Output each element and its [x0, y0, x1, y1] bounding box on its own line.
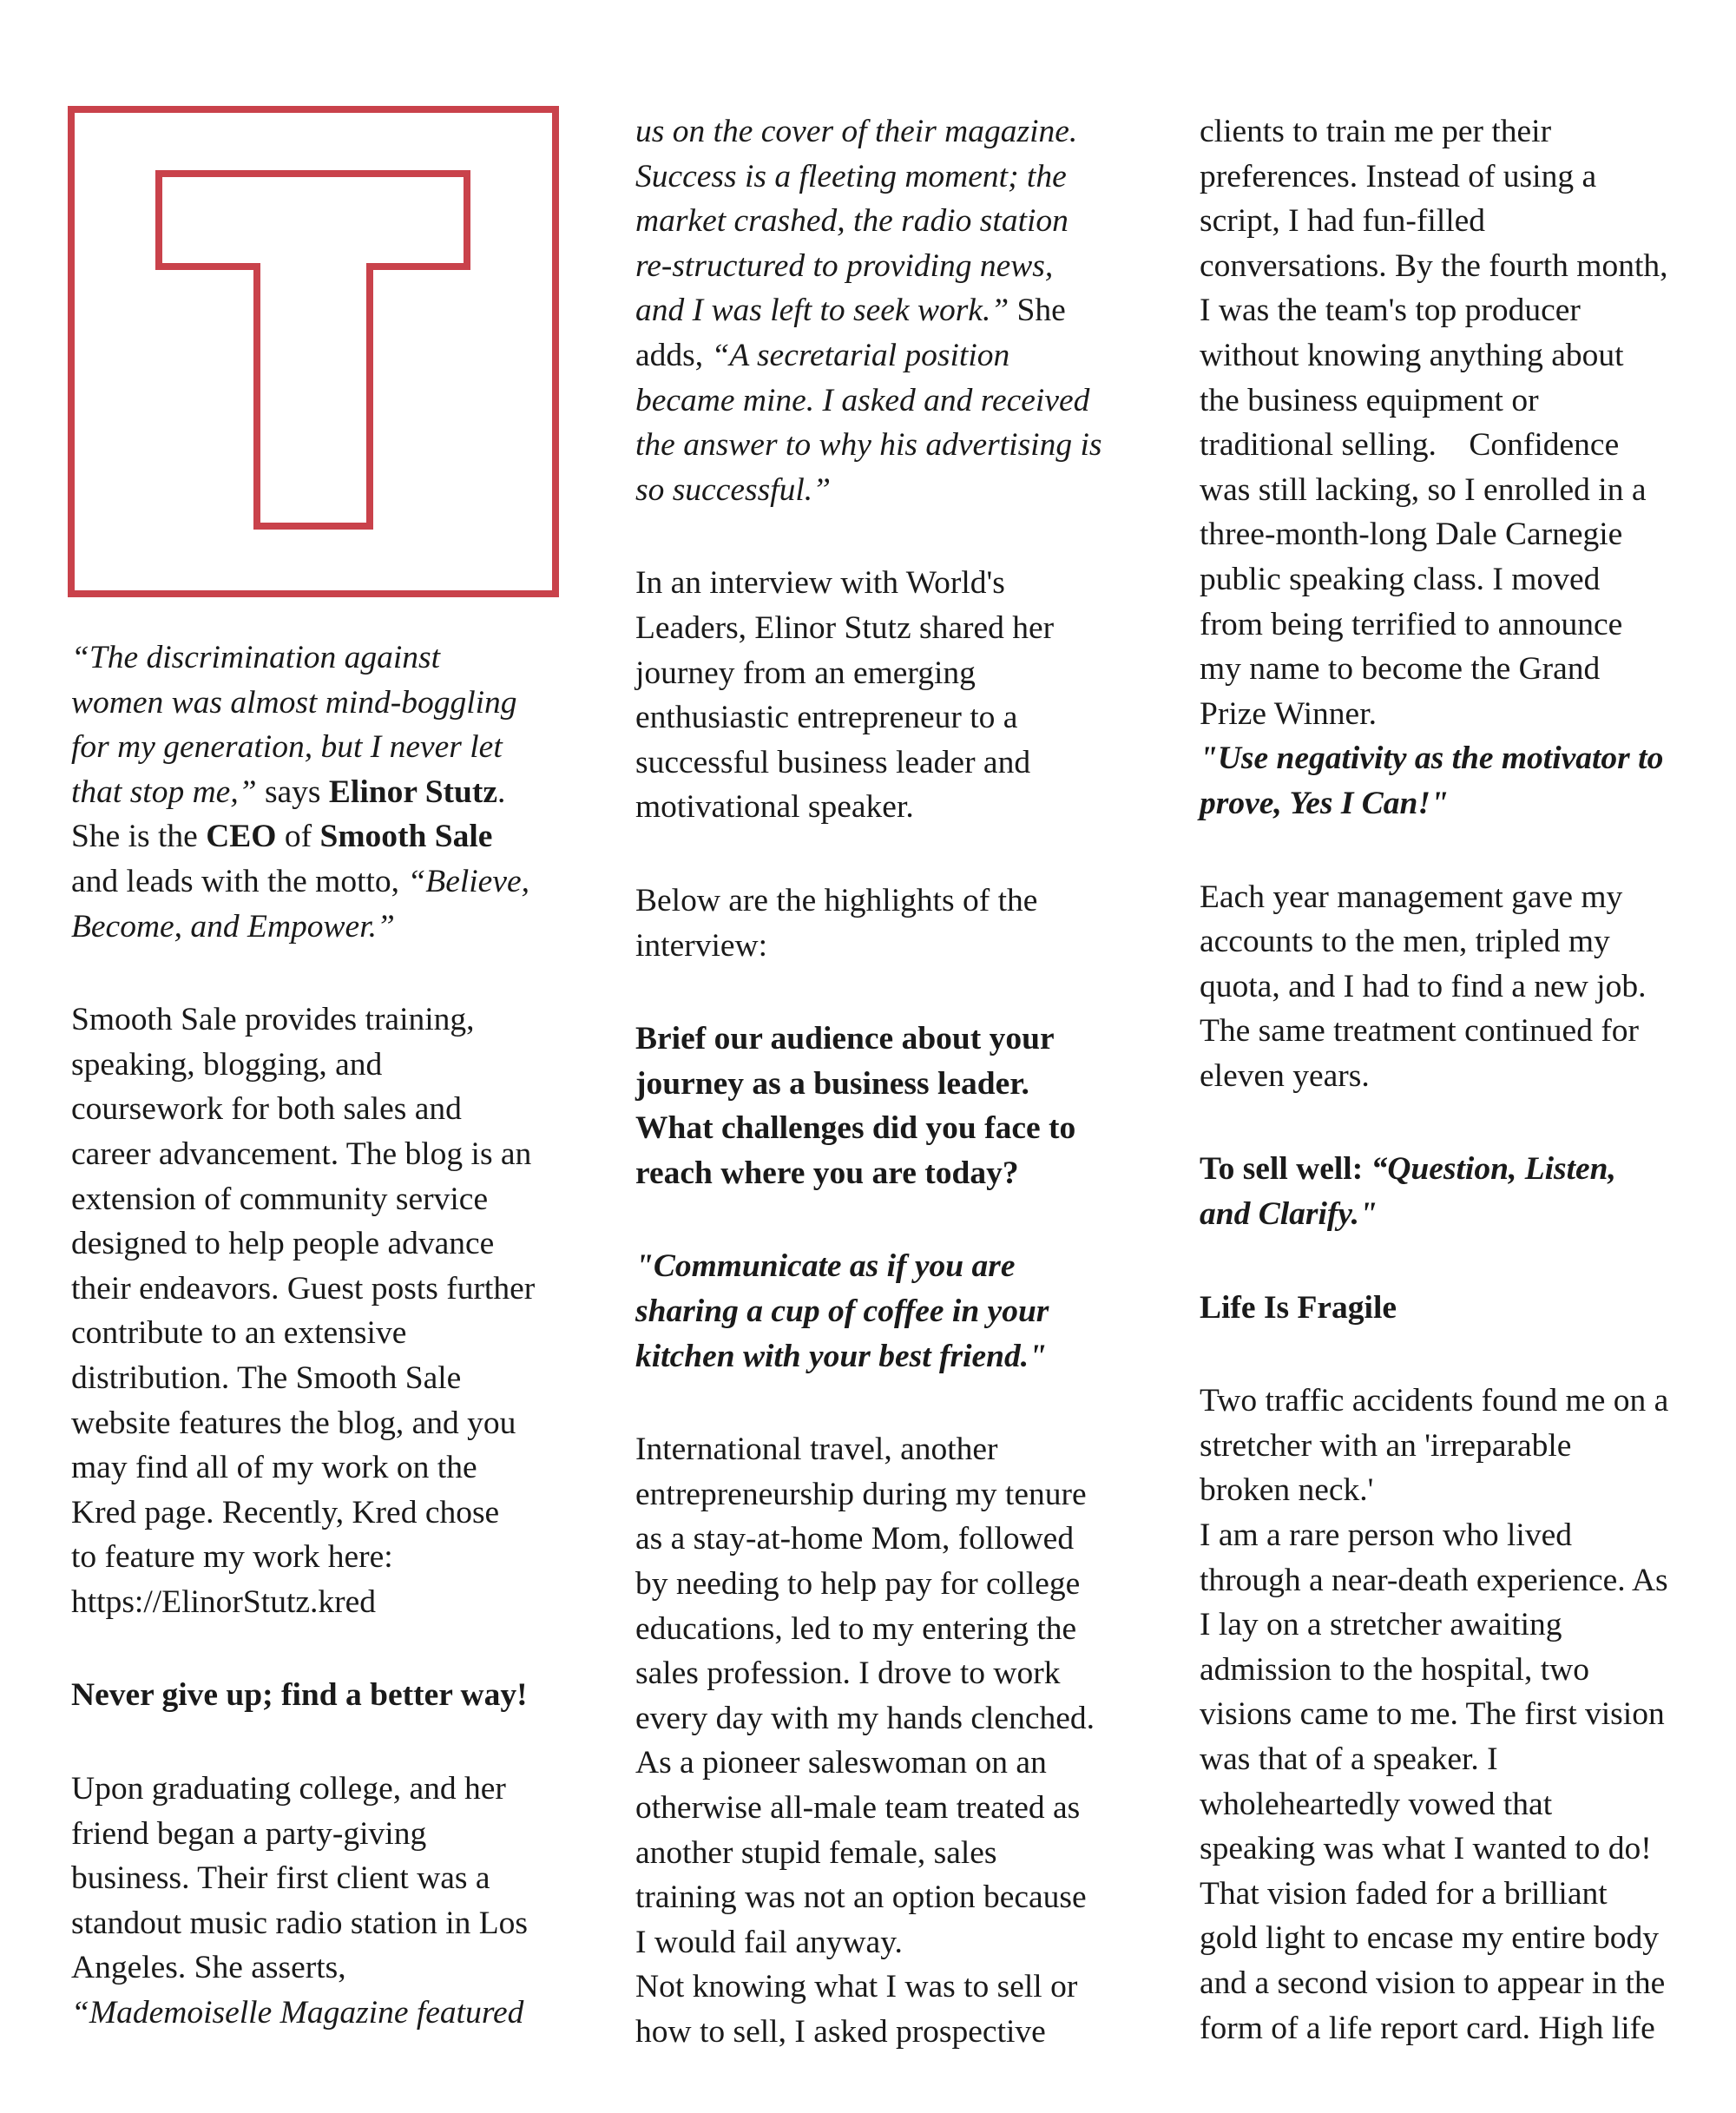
body-line: Each year management gave my — [1200, 879, 1623, 915]
intro-quote-line: women was almost mind-boggling — [71, 684, 517, 721]
motto-end: Become, and Empower.” — [71, 908, 395, 945]
paragraph-gap — [635, 830, 1130, 879]
body-line: Smooth Sale provides training, — [71, 1002, 475, 1038]
body-line: eleven years. — [1200, 1057, 1370, 1094]
body-line: the business equipment or — [1200, 382, 1539, 418]
body-line: entrepreneurship during my tenure — [635, 1476, 1087, 1512]
kred-url-text: https://ElinorStutz.kred — [71, 1583, 377, 1620]
body-line: Prize Winner. — [1200, 695, 1377, 732]
body-line: contribute to an extensive — [71, 1315, 407, 1352]
interview-question: What challenges did you face to — [635, 1110, 1076, 1147]
adds-text: adds, — [635, 337, 712, 373]
body-line: form of a life report card. High life — [1200, 2010, 1655, 2046]
paragraph-gap — [635, 1195, 1130, 1244]
body-line: motivational speaker. — [635, 789, 914, 826]
body-line: accounts to the men, tripled my — [1200, 924, 1610, 960]
body-line: standout music radio station in Los — [71, 1905, 528, 1941]
body-line: and a second vision to appear in the — [1200, 1965, 1666, 2001]
drop-cap-t-outline — [159, 174, 467, 526]
body-line: traditional selling. Confidence — [1200, 427, 1620, 464]
body-line: business. Their first client was a — [71, 1860, 490, 1897]
column-1-text — [71, 635, 609, 2036]
quote-end: and I was left to seek work.” — [635, 293, 1009, 329]
body-line: another stupid female, sales — [635, 1834, 997, 1871]
body-line: stretcher with an 'irreparable — [1200, 1427, 1572, 1464]
pull-quote: sharing a cup of coffee in your — [635, 1293, 1049, 1330]
interview-question: journey as a business leader. — [635, 1065, 1029, 1102]
body-line: Below are the highlights of the — [635, 882, 1038, 918]
body-line: I am a rare person who lived — [1200, 1517, 1572, 1554]
adds-line — [635, 333, 1130, 378]
body-line: training was not an option because — [635, 1879, 1087, 1916]
body-line: journey from an emerging — [635, 655, 976, 691]
pull-quote: "Use negativity as the motivator to — [1200, 741, 1664, 777]
body-line: friend began a party-giving — [71, 1815, 427, 1852]
body-line: script, I had fun-filled — [1200, 203, 1486, 240]
body-line: by needing to help pay for college — [635, 1566, 1081, 1603]
sell-well-line — [1200, 1147, 1703, 1192]
body-line: International travel, another — [635, 1432, 998, 1468]
body-line: sales profession. I drove to work — [635, 1656, 1061, 1692]
ceo-line — [71, 814, 609, 859]
quote-line: market crashed, the radio station — [635, 203, 1069, 240]
body-line: quota, and I had to find a new job. — [1200, 968, 1647, 1004]
name-period: . — [497, 773, 506, 810]
says-text: says — [256, 773, 329, 810]
quote-line: us on the cover of their magazine. — [635, 114, 1078, 149]
quote-line: so successful.” — [635, 471, 831, 508]
body-line: Upon graduating college, and her — [71, 1771, 506, 1807]
paragraph-gap — [635, 968, 1130, 1017]
drop-cap-letter-t — [68, 106, 559, 597]
body-line: to feature my work here: — [71, 1539, 393, 1576]
person-name: Elinor Stutz — [328, 773, 498, 810]
column-3 — [1200, 109, 1703, 2050]
paragraph-gap — [635, 512, 1130, 561]
ceo-title: CEO — [206, 819, 277, 855]
body-line: Angeles. She asserts, — [71, 1950, 346, 1986]
paragraph-gap — [635, 1379, 1130, 1427]
body-line: from being terrified to announce — [1200, 606, 1623, 642]
sell-well-label: To sell well: — [1200, 1151, 1371, 1188]
company-name: Smooth Sale — [319, 819, 493, 855]
body-line: Two traffic accidents found me on a — [1200, 1383, 1669, 1419]
paragraph-gap — [1200, 1330, 1703, 1379]
body-line: speaking, blogging, and — [71, 1046, 383, 1083]
interview-question: Brief our audience about your — [635, 1021, 1055, 1057]
motto-line — [71, 859, 609, 905]
body-line: Leaders, Elinor Stutz shared her — [635, 609, 1055, 646]
body-line: educations, led to my entering the — [635, 1610, 1077, 1647]
quote-line-mixed — [635, 288, 1130, 333]
drop-cap-frame — [71, 109, 556, 594]
body-line: three-month-long Dale Carnegie — [1200, 517, 1623, 553]
paragraph-gap — [1200, 826, 1703, 875]
body-line: I would fail anyway. — [635, 1924, 903, 1960]
adds-quote: “A secretarial position — [711, 337, 1010, 373]
interview-question: reach where you are today? — [635, 1155, 1019, 1191]
body-line: conversations. By the fourth month, — [1200, 247, 1668, 284]
body-line: was still lacking, so I enrolled in a — [1200, 471, 1647, 508]
body-line: interview: — [635, 927, 768, 964]
body-line: every day with my hands clenched. — [635, 1700, 1095, 1736]
intro-attribution-line — [71, 770, 609, 815]
body-line: The same treatment continued for — [1200, 1013, 1640, 1050]
body-line-italic: “Mademoiselle Magazine featured — [71, 1995, 524, 2031]
pull-quote: kitchen with your best friend." — [635, 1338, 1047, 1374]
body-line: enthusiastic entrepreneur to a — [635, 700, 1018, 736]
body-line: I lay on a stretcher awaiting — [1200, 1607, 1562, 1643]
paragraph-gap — [71, 1624, 609, 1673]
body-line: distribution. The Smooth Sale — [71, 1359, 462, 1396]
body-line: through a near-death experience. As — [1200, 1562, 1668, 1598]
intro-quote-end: that stop me,” — [71, 773, 257, 810]
paragraph-gap — [71, 1718, 609, 1767]
body-line: broken neck.' — [1200, 1472, 1374, 1509]
body-line: as a stay-at-home Mom, followed — [635, 1521, 1075, 1557]
sell-well-quote-start: “Question, Listen, — [1371, 1151, 1616, 1188]
body-line: visions came to me. The first vision — [1200, 1696, 1665, 1733]
she-text: She — [1009, 293, 1066, 329]
drop-cap-graphic — [68, 106, 559, 597]
body-line: successful business leader and — [635, 744, 1031, 780]
body-line: clients to train me per their — [1200, 114, 1552, 149]
intro-quote-line: for my generation, but I never let — [71, 729, 503, 766]
body-line: may find all of my work on the — [71, 1450, 477, 1486]
body-line: their endeavors. Guest posts further — [71, 1270, 536, 1307]
motto-intro: and leads with the motto, — [71, 863, 408, 899]
pull-quote: prove, Yes I Can!" — [1200, 785, 1449, 821]
body-line: I was the team's top producer — [1200, 293, 1581, 329]
intro-quote-line: “The discrimination against — [71, 640, 441, 675]
body-line: admission to the hospital, two — [1200, 1651, 1589, 1688]
body-line: without knowing anything about — [1200, 337, 1624, 373]
quote-line: re-structured to providing news, — [635, 247, 1054, 284]
body-line: coursework for both sales and — [71, 1091, 462, 1128]
body-line: In an interview with World's — [635, 565, 1005, 602]
body-line: extension of community service — [71, 1181, 489, 1217]
motto-start: “Believe, — [407, 863, 529, 899]
quote-line: Success is a fleeting moment; the — [635, 158, 1067, 194]
paragraph-gap — [71, 949, 609, 997]
body-line: Kred page. Recently, Kred chose — [71, 1494, 500, 1530]
body-line: website features the blog, and you — [71, 1405, 516, 1441]
of-text: of — [276, 819, 320, 855]
body-line: otherwise all-male team treated as — [635, 1790, 1081, 1826]
body-line: wholeheartedly vowed that — [1200, 1786, 1553, 1822]
body-line: speaking was what I wanted to do! — [1200, 1831, 1652, 1867]
pull-quote: "Communicate as if you are — [635, 1248, 1016, 1285]
quote-line: became mine. I asked and received — [635, 382, 1090, 418]
section-heading: Life Is Fragile — [1200, 1289, 1397, 1326]
paragraph-gap — [1200, 1237, 1703, 1286]
paragraph-gap — [1200, 1098, 1703, 1147]
column-2 — [635, 109, 1130, 2055]
section-heading: Never give up; find a better way! — [71, 1677, 528, 1714]
body-line: As a pioneer saleswoman on an — [635, 1745, 1047, 1781]
body-line: gold light to encase my entire body — [1200, 1920, 1660, 1957]
quote-line: the answer to why his advertising is — [635, 427, 1102, 464]
body-line: preferences. Instead of using a — [1200, 158, 1597, 194]
sell-well-quote-end: and Clarify." — [1200, 1196, 1378, 1233]
body-line: public speaking class. I moved — [1200, 561, 1601, 597]
body-line: was that of a speaker. I — [1200, 1741, 1498, 1777]
body-line: designed to help people advance — [71, 1226, 495, 1262]
body-line: That vision faded for a brilliant — [1200, 1875, 1608, 1912]
she-is-the-text: She is the — [71, 819, 207, 855]
body-line: my name to become the Grand — [1200, 651, 1601, 688]
body-line: Not knowing what I was to sell or — [635, 1969, 1078, 2005]
body-line: how to sell, I asked prospective — [635, 2013, 1046, 2050]
body-line: career advancement. The blog is an — [71, 1135, 532, 1172]
